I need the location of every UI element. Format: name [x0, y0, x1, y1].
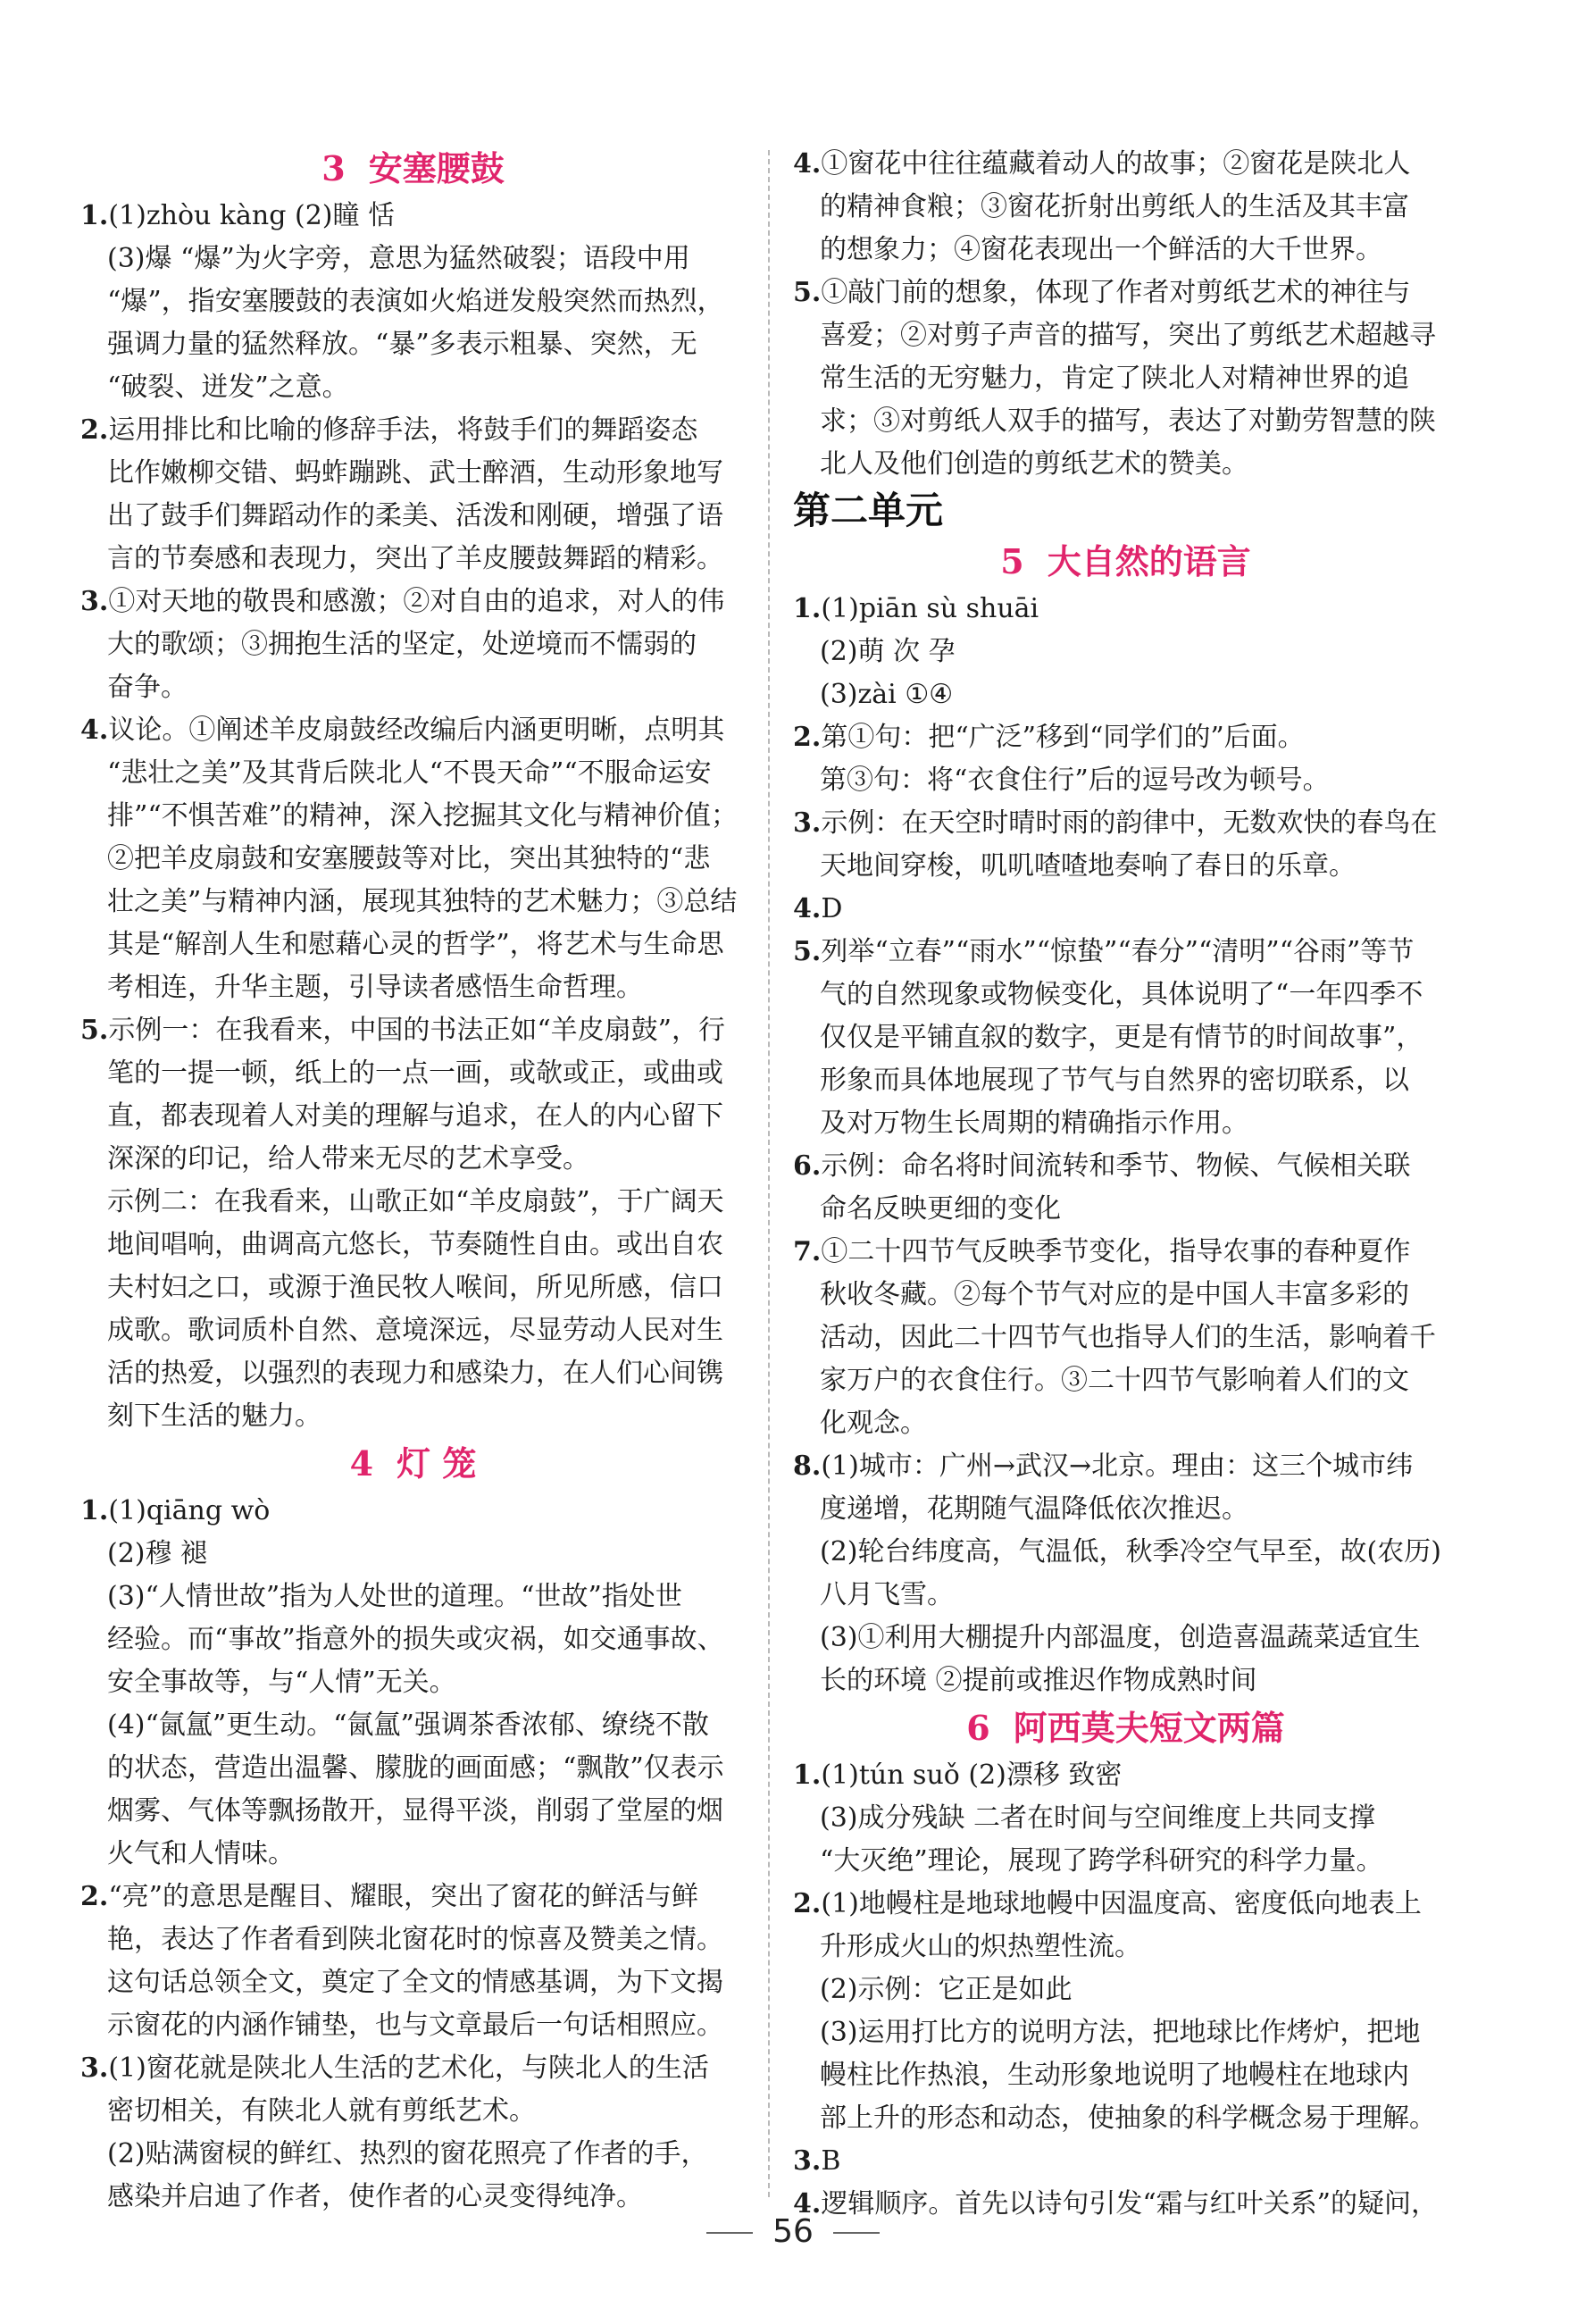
- answer-text-line: 这句话总领全文，奠定了全文的情感基调，为下文揭: [107, 1967, 723, 1998]
- answer-text-line: (3)zài ①④: [820, 679, 954, 710]
- answer-item-start: 5.列举“立春”“雨水”“惊蛰”“春分”“清明”“谷雨”等节: [793, 936, 1415, 967]
- answer-item-start: 1.(1)tún suǒ (2)漂移 致密: [793, 1760, 1123, 1791]
- answer-text-line: 活的热爱，以强烈的表现力和感染力，在人们心间镌: [107, 1358, 723, 1389]
- section-number: 3: [321, 148, 346, 188]
- answer-text-line: 密切相关，有陕北人就有剪纸艺术。: [107, 2095, 536, 2127]
- question-number: 3.: [80, 586, 109, 617]
- answer-text-line: 八月飞雪。: [820, 1579, 954, 1610]
- answer-text-line: 排”“不惧苦难”的精神，深入挖掘其文化与精神价值；: [107, 800, 739, 832]
- footer-dash-left: [706, 2232, 753, 2234]
- answer-text-line: 的精神食粮；③窗花折射出剪纸人的生活及其丰富: [820, 191, 1409, 222]
- answer-item-start: 3.B: [793, 2145, 841, 2177]
- answer-text-line: 经验。而“事故”指意外的损失或灾祸，如交通事故、: [107, 1624, 724, 1655]
- answer-item-start: 3.(1)窗花就是陕北人生活的艺术化，与陕北人的生活: [80, 2052, 709, 2084]
- answer-item-start: 2.(1)地幔柱是地球地幔中因温度高、密度低向地表上: [793, 1888, 1422, 1919]
- question-number: 5.: [793, 936, 822, 967]
- answer-text-line: ②把羊皮扇鼓和安塞腰鼓等对比，突出其独特的“悲: [107, 843, 711, 874]
- question-number: 1.: [793, 593, 822, 624]
- unit-heading: 第二单元: [793, 489, 944, 532]
- answer-text-line: “破裂、迸发”之意。: [107, 372, 349, 403]
- answer-text-line: 部上升的形态和动态，使抽象的科学概念易于理解。: [820, 2102, 1436, 2134]
- answer-item-start: 2.“亮”的意思是醒目、耀眼，突出了窗花的鲜活与鲜: [80, 1881, 699, 1912]
- answer-text-line: 及对万物生长周期的精确指示作用。: [820, 1108, 1248, 1139]
- answer-text-line: “大灭绝”理论，展现了跨学科研究的科学力量。: [820, 1845, 1383, 1877]
- question-number: 3.: [793, 2145, 822, 2177]
- question-number: 6.: [793, 1150, 822, 1182]
- answer-text-line: 成歌。歌词质朴自然、意境深远，尽显劳动人民对生: [107, 1315, 723, 1346]
- answer-text-line: 升形成火山的炽热塑性流。: [820, 1931, 1141, 1962]
- section-title-text: 阿西莫夫短文两篇: [1013, 1708, 1285, 1748]
- answer-text-line: (3)①利用大棚提升内部温度，创造喜温蔬菜适宜生: [820, 1622, 1421, 1653]
- answer-text-line: 度递增，花期随气温降低依次推迟。: [820, 1493, 1248, 1525]
- answer-text-line: (2)萌 次 孕: [820, 636, 956, 667]
- answer-item-start: 6.示例：命名将时间流转和季节、物候、气候相关联: [793, 1150, 1411, 1182]
- answer-text-line: 长的环境 ②提前或推迟作物成熟时间: [820, 1665, 1257, 1696]
- question-number: 4.: [80, 715, 109, 746]
- answer-text-line: (4)“氤氲”更生动。“氤氲”强调茶香浓郁、缭绕不散: [107, 1710, 709, 1741]
- question-number: 2.: [793, 1888, 822, 1919]
- answer-text-line: 刻下生活的魅力。: [107, 1400, 321, 1432]
- answer-text-line: (3)成分残缺 二者在时间与空间维度上共同支撑: [820, 1802, 1376, 1834]
- answer-text-line: 北人及他们创造的剪纸艺术的赞美。: [820, 448, 1248, 480]
- answer-text-line: 其是“解剖人生和慰藉心灵的哲学”，将艺术与生命思: [107, 929, 724, 960]
- answer-text-line: 感染并启迪了作者，使作者的心灵变得纯净。: [107, 2181, 643, 2212]
- section-title-text: 安塞腰鼓: [368, 148, 505, 188]
- answer-item-start: 7.①二十四节气反映季节变化，指导农事的春种夏作: [793, 1236, 1411, 1267]
- answer-text-line: 第③句：将“衣食住行”后的逗号改为顿号。: [820, 765, 1330, 796]
- answer-text-line: 夫村妇之口，或源于渔民牧人喉间，所见所感，信口: [107, 1272, 723, 1303]
- section-title: [793, 1702, 1458, 1754]
- answer-item-start: 4.议论。①阐述羊皮扇鼓经改编后内涵更明晰，点明其: [80, 715, 725, 746]
- answer-text-line: 笔的一提一顿，纸上的一点一画，或欹或正，或曲或: [107, 1058, 723, 1089]
- answer-text-line: 天地间穿梭，叽叽喳喳地奏响了春日的乐章。: [820, 850, 1356, 882]
- section-number: 4: [349, 1443, 374, 1484]
- answer-text-line: 比作嫩柳交错、蚂蚱蹦跳、武士醉酒，生动形象地写: [107, 457, 723, 489]
- question-number: 1.: [80, 200, 109, 231]
- answer-text-line: 幔柱比作热浪，生动形象地说明了地幔柱在地球内: [820, 2060, 1409, 2091]
- question-number: 3.: [793, 807, 822, 839]
- question-number: 7.: [793, 1236, 822, 1267]
- section-number: 6: [966, 1708, 990, 1748]
- answer-text-line: 大的歌颂；③拥抱生活的坚定，处逆境而不懦弱的: [107, 629, 697, 660]
- answer-item-start: 2.第①句：把“广泛”移到“同学们的”后面。: [793, 722, 1305, 753]
- answer-text-line: (3)“人情世故”指为人处世的道理。“世故”指处世: [107, 1581, 682, 1612]
- answer-item-start: 3.①对天地的敬畏和感激；②对自由的追求，对人的伟: [80, 586, 725, 617]
- answer-item-start: 5.示例一：在我看来，中国的书法正如“羊皮扇鼓”，行: [80, 1015, 726, 1046]
- answer-text-line: 常生活的无穷魅力，肯定了陕北人对精神世界的追: [820, 363, 1409, 394]
- answer-text-line: 示窗花的内涵作铺垫，也与文章最后一句话相照应。: [107, 2010, 723, 2041]
- section-title: [80, 1438, 746, 1490]
- answer-text-line: “爆”，指安塞腰鼓的表演如火焰迸发般突然而热烈，: [107, 286, 724, 317]
- section-title: [793, 536, 1458, 588]
- answer-text-line: 秋收冬藏。②每个节气对应的是中国人丰富多彩的: [820, 1279, 1409, 1310]
- question-number: 1.: [80, 1495, 109, 1526]
- answer-text-line: 求；③对剪纸人双手的描写，表达了对勤劳智慧的陕: [820, 405, 1436, 437]
- page-footer: [0, 2213, 1586, 2250]
- answer-item-start: 1.(1)piān sù shuāi: [793, 593, 1039, 624]
- answer-item-start: 4.①窗花中往往蕴藏着动人的故事；②窗花是陕北人: [793, 148, 1411, 180]
- question-number: 4.: [793, 893, 822, 924]
- answer-text-line: 强调力量的猛然释放。“暴”多表示粗暴、突然，无: [107, 329, 697, 360]
- answer-text-line: 气的自然现象或物候变化，具体说明了“一年四季不: [820, 979, 1423, 1010]
- answer-text-line: 的想象力；④窗花表现出一个鲜活的大千世界。: [820, 234, 1382, 265]
- question-number: 4.: [793, 2188, 822, 2220]
- answer-text-line: 喜爱；②对剪子声音的描写，突出了剪纸艺术超越寻: [820, 320, 1436, 351]
- answer-text-line: 命名反映更细的变化: [820, 1193, 1061, 1225]
- page-number: 56: [772, 2213, 814, 2250]
- answer-text-line: 烟雾、气体等飘扬散开，显得平淡，削弱了堂屋的烟: [107, 1795, 723, 1827]
- question-number: 5.: [80, 1015, 109, 1046]
- answer-text-line: 深深的印记，给人带来无尽的艺术享受。: [107, 1143, 589, 1175]
- answer-item-start: 2.运用排比和比喻的修辞手法，将鼓手们的舞蹈姿态: [80, 414, 698, 446]
- answer-item-start: 8.(1)城市：广州→武汉→北京。理由：这三个城市纬: [793, 1450, 1414, 1482]
- right-column: [793, 143, 1458, 2226]
- answer-text-line: 出了鼓手们舞蹈动作的柔美、活泼和刚硬，增强了语: [107, 500, 723, 531]
- column-divider: [768, 150, 770, 2197]
- answer-text-line: 艳，表达了作者看到陕北窗花时的惊喜及赞美之情。: [107, 1924, 723, 1955]
- section-title-text: 灯 笼: [396, 1443, 477, 1484]
- answer-text-line: 言的节奏感和表现力，突出了羊皮腰鼓舞蹈的精彩。: [107, 543, 723, 574]
- answer-text-line: 考相连，升华主题，引导读者感悟生命哲理。: [107, 972, 643, 1003]
- section-title-text: 大自然的语言: [1047, 541, 1251, 581]
- question-number: 3.: [80, 2052, 109, 2084]
- answer-text-line: (2)贴满窗棂的鲜红、热烈的窗花照亮了作者的手，: [107, 2138, 708, 2169]
- section-number: 5: [1000, 541, 1024, 581]
- answer-text-line: (2)轮台纬度高，气温低，秋季冷空气早至，故(农历): [820, 1536, 1441, 1567]
- answer-item-start: 1.(1)qiāng wò: [80, 1495, 271, 1526]
- answer-item-start: 1.(1)zhòu kàng (2)瞳 恬: [80, 200, 396, 231]
- question-number: 2.: [793, 722, 822, 753]
- question-number: 4.: [793, 148, 822, 180]
- answer-text-line: (3)运用打比方的说明方法，把地球比作烤炉，把地: [820, 2017, 1421, 2048]
- answer-text-line: 化观念。: [820, 1408, 927, 1439]
- answer-item-start: 4.逻辑顺序。首先以诗句引发“霜与红叶关系”的疑问，: [793, 2188, 1439, 2220]
- answer-text-line: 壮之美”与精神内涵，展现其独特的艺术魅力；③总结: [107, 886, 738, 917]
- answer-text-line: 奋争。: [107, 672, 188, 703]
- answer-text-line: 火气和人情味。: [107, 1838, 295, 1869]
- answer-text-line: 家万户的衣食住行。③二十四节气影响着人们的文: [820, 1365, 1409, 1396]
- answer-item-start: 4.D: [793, 893, 843, 924]
- answer-text-line: “悲壮之美”及其背后陕北人“不畏天命”“不服命运安: [107, 757, 712, 789]
- question-number: 2.: [80, 414, 109, 446]
- footer-dash-right: [833, 2232, 880, 2234]
- answer-text-line: 示例二：在我看来，山歌正如“羊皮扇鼓”，于广阔天: [107, 1186, 724, 1217]
- left-column: [80, 143, 746, 2219]
- answer-text-line: (3)爆 “爆”为火字旁，意思为猛然破裂；语段中用: [107, 243, 690, 274]
- answer-item-start: 3.示例：在天空时晴时雨的韵律中，无数欢快的春鸟在: [793, 807, 1438, 839]
- answer-item-start: 5.①敲门前的想象，体现了作者对剪纸艺术的神往与: [793, 277, 1411, 308]
- question-number: 8.: [793, 1450, 822, 1482]
- answer-text-line: 活动，因此二十四节气也指导人们的生活，影响着千: [820, 1322, 1436, 1353]
- answer-text-line: 形象而具体地展现了节气与自然界的密切联系，以: [820, 1065, 1409, 1096]
- answer-text-line: (2)示例：它正是如此: [820, 1974, 1073, 2005]
- answer-text-line: 地间唱响，曲调高亢悠长，节奏随性自由。或出自农: [107, 1229, 723, 1260]
- answer-text-line: 直，都表现着人对美的理解与追求，在人的内心留下: [107, 1100, 723, 1132]
- answer-text-line: 仅仅是平铺直叙的数字，更是有情节的时间故事”，: [820, 1022, 1423, 1053]
- answer-text-line: 安全事故等，与“人情”无关。: [107, 1667, 456, 1698]
- question-number: 1.: [793, 1760, 822, 1791]
- section-title: [80, 143, 746, 195]
- answer-text-line: (2)穆 褪: [107, 1538, 208, 1569]
- question-number: 5.: [793, 277, 822, 308]
- answer-text-line: 的状态，营造出温馨、朦胧的画面感；“飘散”仅表示: [107, 1752, 724, 1784]
- question-number: 2.: [80, 1881, 109, 1912]
